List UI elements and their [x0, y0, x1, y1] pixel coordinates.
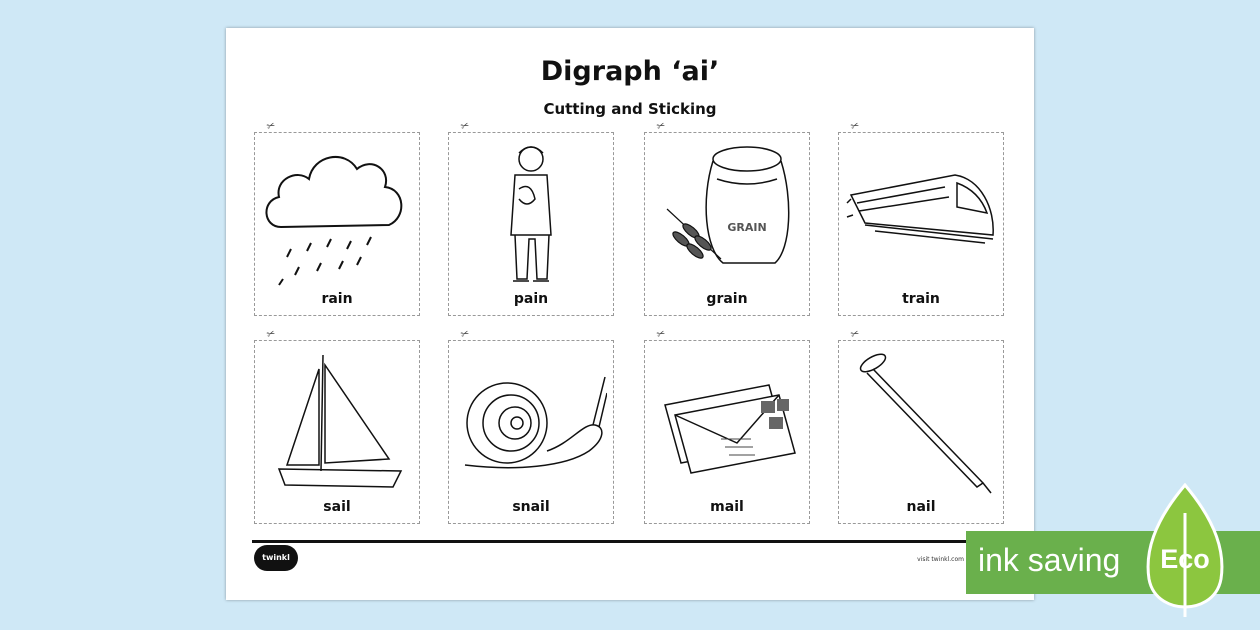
card-word: grain — [706, 291, 748, 307]
worksheet-page — [226, 28, 1034, 600]
footer-divider — [252, 540, 1008, 543]
card-mail — [644, 327, 810, 524]
card-train — [838, 119, 1004, 316]
sack-label: GRAIN — [727, 221, 767, 234]
rain-cloud-icon — [261, 139, 413, 287]
card-word: nail — [906, 499, 936, 515]
scissors-icon: ✂ — [849, 327, 862, 342]
card-word: sail — [323, 499, 351, 515]
card-word: snail — [512, 499, 550, 515]
ink-saving-text: ink saving — [978, 542, 1121, 578]
card-nail — [838, 327, 1004, 524]
nail-icon — [845, 347, 997, 495]
card-word: mail — [710, 499, 744, 515]
scissors-icon: ✂ — [459, 119, 472, 134]
card-word: rain — [321, 291, 353, 307]
footer-url: visit twinkl.com — [917, 556, 964, 563]
scissors-icon: ✂ — [655, 327, 668, 342]
scissors-icon: ✂ — [265, 119, 278, 134]
card-word: train — [902, 291, 940, 307]
sailboat-icon — [261, 347, 413, 495]
envelopes-icon — [651, 347, 803, 495]
card-snail — [448, 327, 614, 524]
scissors-icon: ✂ — [459, 327, 472, 342]
card-grain — [644, 119, 810, 316]
worksheet-title: Digraph ‘ai’ — [540, 56, 720, 87]
card-sail — [254, 327, 420, 524]
snail-icon — [455, 347, 607, 495]
scissors-icon: ✂ — [849, 119, 862, 134]
card-rain — [254, 119, 420, 316]
eco-label: Eco — [1160, 544, 1210, 574]
grain-sack-icon — [651, 139, 803, 287]
card-word: pain — [513, 291, 549, 307]
worksheet-subtitle: Cutting and Sticking — [543, 100, 717, 118]
card-pain — [448, 119, 614, 316]
twinkl-logo: twinkl — [254, 545, 298, 571]
train-icon — [845, 139, 997, 287]
boy-in-pain-icon — [455, 139, 607, 287]
scissors-icon: ✂ — [265, 327, 278, 342]
scissors-icon: ✂ — [655, 119, 668, 134]
